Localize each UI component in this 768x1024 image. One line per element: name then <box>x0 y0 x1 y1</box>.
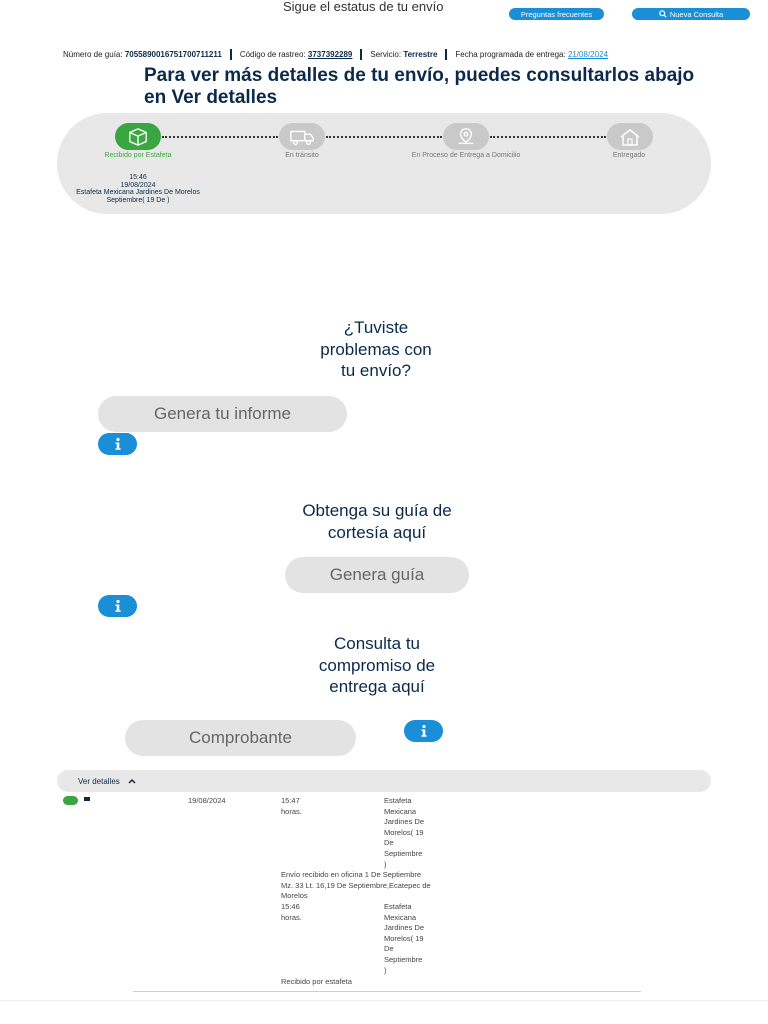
rastreo-value[interactable]: 3737392289 <box>307 50 353 59</box>
entry1-place-line: Jardines De <box>384 817 425 827</box>
step-label-delivered: Entregado <box>612 152 646 159</box>
step-label-transit: En tránsito <box>285 152 319 159</box>
problems-title <box>276 317 476 382</box>
divider <box>133 991 641 992</box>
entry2-place-line: ) <box>384 965 387 975</box>
faq-button[interactable] <box>509 8 604 20</box>
receipt-label: Comprobante <box>188 728 292 747</box>
history-place <box>384 796 424 870</box>
step-connector <box>162 136 278 138</box>
step-transit <box>279 123 325 150</box>
entry2-place-line: Mexicana <box>384 912 417 922</box>
entry1-desc-line: Morelos <box>281 891 308 901</box>
step-connector <box>326 136 442 138</box>
commitment-title-line: entrega aquí <box>329 677 425 696</box>
search-icon <box>659 10 667 18</box>
shipment-info <box>63 49 608 60</box>
status-dot <box>63 796 78 805</box>
commitment-title-line: compromiso de <box>318 655 436 675</box>
new-query-label: Nueva Consulta <box>669 9 724 19</box>
divider <box>445 49 447 60</box>
box-icon <box>127 127 149 147</box>
divider <box>360 49 362 60</box>
detail-date: 19/08/2024 <box>120 181 156 189</box>
detail-place-2: Septiembre( 19 De ) <box>106 196 170 204</box>
entry1-place-line: Estafeta <box>384 796 412 805</box>
step-received <box>115 123 161 150</box>
commitment-title <box>277 633 477 698</box>
history-place <box>384 902 424 976</box>
entry1-place-line: ) <box>384 859 387 869</box>
history-description <box>281 870 431 902</box>
detail-time: 15:46 <box>129 174 147 181</box>
entry1-place-line: Septiembre <box>384 848 423 858</box>
info-glyph-icon <box>112 437 124 451</box>
problems-title-line: problemas con <box>320 339 432 359</box>
info-icon[interactable] <box>98 433 137 455</box>
step-connector <box>490 136 606 138</box>
divider <box>0 1000 768 1001</box>
guia-label: Número de guía: <box>63 50 123 59</box>
entry1-place-line: De <box>384 838 394 848</box>
fecha-value[interactable]: 21/08/2024 <box>567 50 608 59</box>
receipt-button[interactable] <box>125 720 356 756</box>
divider <box>230 49 232 60</box>
entry2-place-line: Estafeta <box>384 902 412 911</box>
problems-title-line: ¿Tuviste <box>343 318 409 337</box>
courtesy-title-line: Obtenga su guía de <box>302 501 452 520</box>
faq-button-label: Preguntas frecuentes <box>520 9 593 19</box>
entry2-place-line: Morelos( 19 <box>384 933 424 943</box>
entry1-desc-line: Envío recibido en oficina 1 De Septiembre <box>281 870 422 879</box>
info-icon[interactable] <box>98 595 137 617</box>
generate-guide-label: Genera guía <box>329 565 425 584</box>
details-label: Ver detalles <box>78 776 120 786</box>
generate-report-button[interactable] <box>98 396 347 432</box>
entry2-place-line: Septiembre <box>384 954 423 964</box>
step-delivery-process <box>443 123 489 150</box>
entry2-time: 15:46 <box>281 902 300 911</box>
entry1-unit: horas. <box>281 806 302 816</box>
entry2-place-line: De <box>384 944 394 954</box>
courtesy-title <box>246 500 508 543</box>
entry1-place-line: Mexicana <box>384 806 417 816</box>
servicio-label: Servicio: <box>370 50 402 59</box>
map-pin-icon <box>455 127 477 147</box>
new-query-button[interactable] <box>632 8 750 20</box>
status-marker <box>84 797 90 801</box>
step-label-delivery: En Proceso de Entrega a Domicilio <box>411 152 521 159</box>
step-label-received: Recibido por Estafeta <box>104 152 172 159</box>
step-detail <box>60 174 216 204</box>
detail-place: Estafeta Mexicana Jardines De Morelos <box>76 189 200 196</box>
entry2-place-line: Jardines De <box>384 923 425 933</box>
generate-report-label: Genera tu informe <box>153 404 291 423</box>
chevron-up-icon <box>128 778 136 784</box>
info-glyph-icon <box>418 724 430 738</box>
problems-title-line: tu envío? <box>341 361 411 380</box>
truck-icon <box>289 128 315 146</box>
fecha-label: Fecha programada de entrega: <box>455 50 566 59</box>
history-description: Recibido por estafeta <box>281 977 352 986</box>
generate-guide-button[interactable] <box>285 557 469 593</box>
history-time <box>281 902 302 923</box>
entry2-unit: horas. <box>281 912 302 922</box>
house-icon <box>618 127 642 147</box>
guia-value: 705589001675170071121​1 <box>124 50 222 59</box>
page-header-title: Sigue el estatus de tu envío <box>283 0 444 14</box>
rastreo-label: Código de rastreo: <box>239 50 306 59</box>
history-time <box>281 796 302 817</box>
history-date: 19/08/2024 <box>188 796 226 805</box>
info-glyph-icon <box>112 599 124 613</box>
courtesy-title-line: cortesía aquí <box>327 522 427 542</box>
entry1-desc-line: Mz. 33 Lt. 16,19 De Septiembre,Ecatepec de <box>281 880 431 890</box>
step-delivered <box>607 123 653 150</box>
info-icon[interactable] <box>404 720 443 742</box>
entry1-time: 15:47 <box>281 796 300 805</box>
details-toggle[interactable] <box>57 770 711 792</box>
servicio-value: Terrestre <box>403 50 438 59</box>
page-headline: Para ver más detalles de tu envío, puedes consultarlos abajo en Ver detalles <box>144 65 695 108</box>
entry1-place-line: Morelos( 19 <box>384 827 424 837</box>
commitment-title-line: Consulta tu <box>334 634 420 653</box>
